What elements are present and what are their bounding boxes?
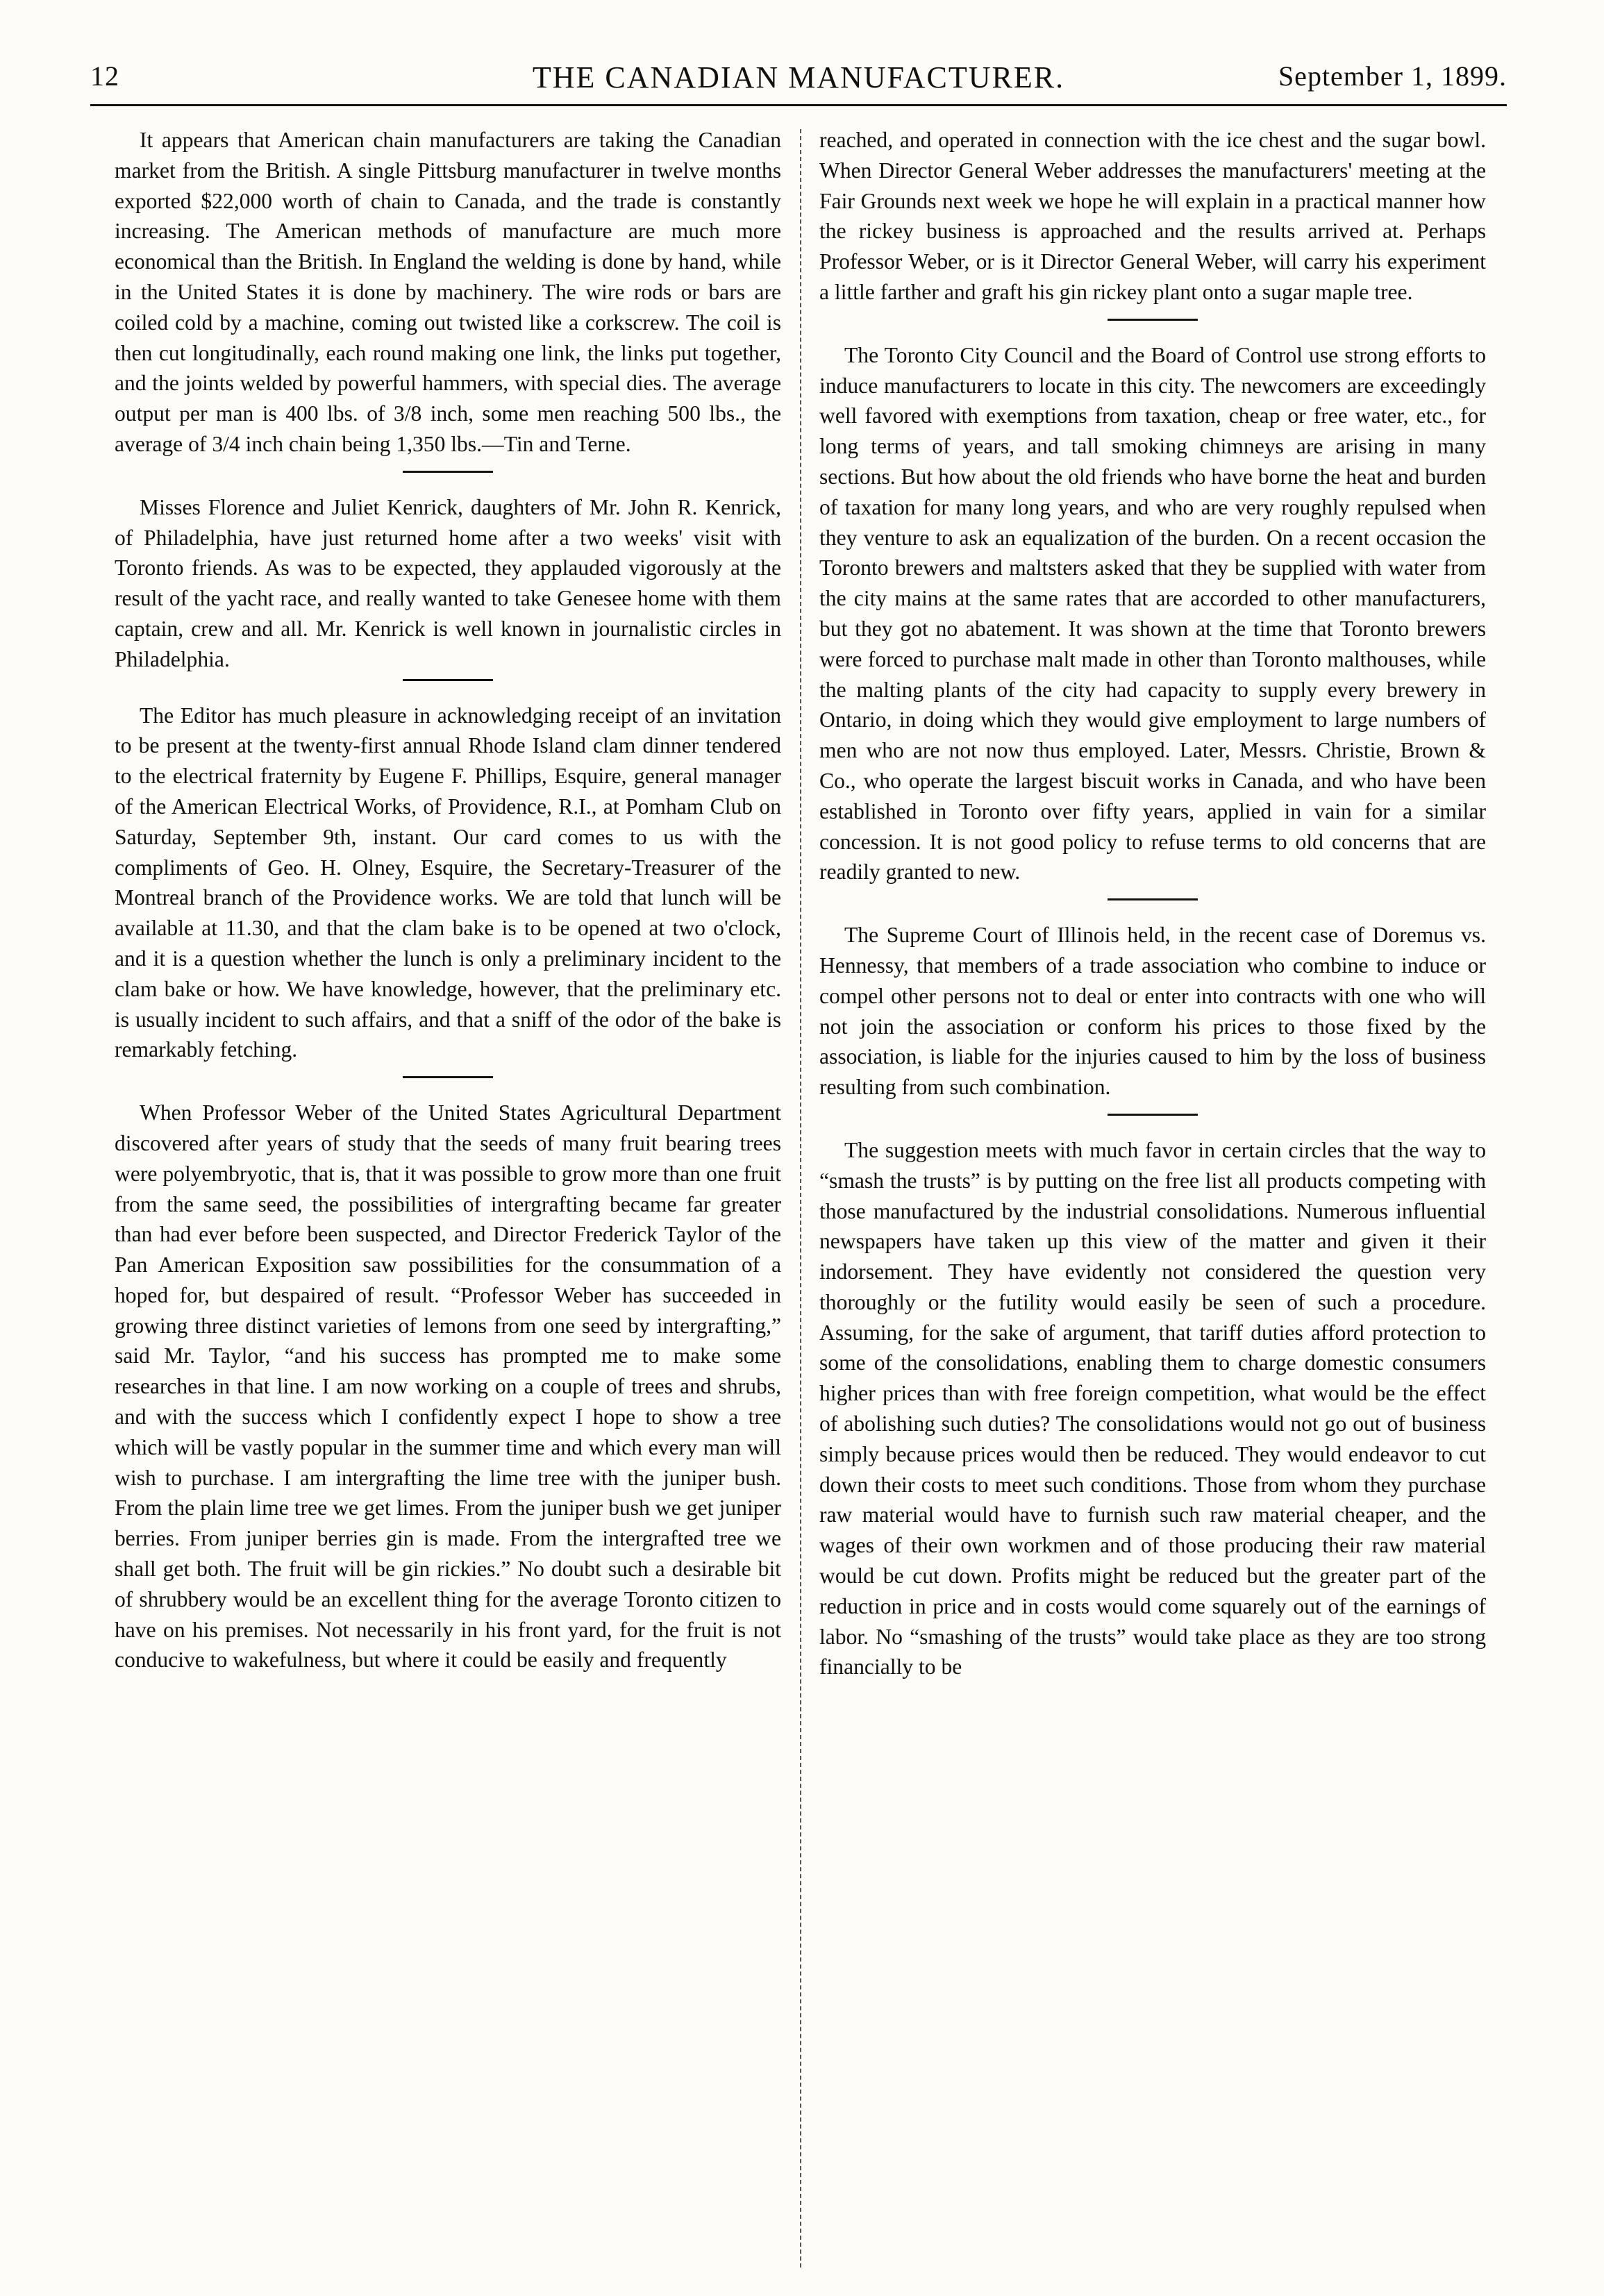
right-column: [819, 125, 1486, 1682]
left-column: [115, 125, 781, 1675]
article-toronto-council: The Toronto City Council and the Board of Control use strong efforts to induce manufacturers to locate in this city. The newcomers are exceedingly well favored with exemptions from taxation, cheap or free water, etc., for long terms of years, and tall smoking chimneys are arising in many sections. But how about the old friends who have borne the heat and burden of taxation for many long years, and who are very roughly repulsed when they venture to ask an equalization of the burden. On a recent occasion the Toronto brewers and maltsters asked that they be supplied with water from the city mains at the same rates that are accorded to other manufacturers, but they got no abatement. It was shown at the time that Toronto brewers were forced to purchase malt made in other than Toronto malthouses, while the malting plants of the city had capacity to supply every brewery in Ontario, in doing which they would give employment to large numbers of men who are not now thus employed. Later, Messrs. Christie, Brown & Co., who operate the largest biscuit works in Canada, and who have been established in Toronto over fifty years, applied in vain for a similar concession. It is not good policy to refuse terms to old concerns that are readily granted to new.: [819, 342, 1486, 885]
issue-date: September 1, 1899.: [1278, 60, 1507, 92]
article-smash-trusts: The suggestion meets with much favor in certain circles that the way to “smash the trusts” is by putting on the free list all products competing with those manufactured by the industrial consolidations. Numerous influential newspapers have taken up this view of the matter and given it their indorsement. They have evidently not considered the question very thoroughly or the futility would easily be seen of such a procedure. Assuming, for the sake of argument, that tariff duties afford protection to some of the consolidations, enabling them to charge domestic consumers higher prices than with free foreign competition, what would be the effect of abolishing such duties? The consolidations would not go out of business simply because prices would then be reduced. They would endeavor to cut down their costs to meet such conditions. Those from whom they purchase raw material would have to furnish such raw material cheaper, and the wages of their own workmen and of those producing their raw material would be cut down. Profits might be reduced but the greater part of the reduction in price and in costs would come squarely out of the earnings of labor. No “smashing of the trusts” would take place as they are too strong financially to be: [819, 1137, 1486, 1679]
article-separator: [1108, 319, 1198, 321]
article-weber-grafting-continued: reached, and operated in connection with the ice chest and the sugar bowl. When Director General Weber addresses the manufacturers' meeting at the Fair Grounds next week we hope he will explain in a practical manner how the rickey business is approached and the results arrived at. Perhaps Professor Weber, or is it Director General Weber, will carry his experiment a little farther and graft his gin rickey plant onto a sugar maple tree.: [819, 128, 1486, 304]
article-separator: [403, 1076, 493, 1078]
header-rule: [90, 104, 1507, 106]
article-illinois-court: The Supreme Court of Illinois held, in the recent case of Doremus vs. Hennessy, that members of a trade association who combine to induce or compel other persons not to deal or enter into contracts with one who will not join the association or conform his prices to those fixed by the association, is liable for the injuries caused to him by the loss of business resulting from such combination.: [819, 923, 1486, 1100]
article-clam-dinner: The Editor has much pleasure in acknowledging receipt of an invitation to be present at the twenty-first annual Rhode Island clam dinner tendered to the electrical fraternity by Eugene F. Phillips, Esquire, general manager of the American Electrical Works, of Providence, R.I., at Pomham Club on Saturday, September 9th, instant. Our card comes to us with the compliments of Geo. H. Olney, Esquire, the Secretary-Treasurer of the Montreal branch of the Providence works. We are told that lunch will be available at 11.30, and that the clam bake is to be opened at two o'clock, and it is a question whether the lunch is only a preliminary incident to the clam bake or how. We have knowledge, however, that the preliminary etc. is usually incident to such affairs, and that a sniff of the odor of the bake is remarkably fetching.: [115, 703, 781, 1062]
column-divider: [800, 129, 801, 2268]
publication-title: THE CANADIAN MANUFACTURER.: [532, 60, 1065, 94]
article-weber-grafting: When Professor Weber of the United States Agricultural Department discovered after years of study that the seeds of many fruit bearing trees were polyembryotic, that is, that it was possible to grow more than one fruit from the same seed, the possibilities of intergrafting became far greater than had ever before been suspected, and Director Frederick Taylor of the Pan American Exposition saw possibilities for the consummation of a hoped for, but despaired of result. “Professor Weber has succeeded in growing three distinct varieties of lemons from one seed by intergrafting,” said Mr. Taylor, “and his success has prompted me to make some researches in that line. I am now working on a couple of trees and shrubs, and with the success which I confidently expect I hope to show a tree which will be vastly popular in the summer time and which every man will wish to purchase. I am intergrafting the lime tree with the juniper bush. From the plain lime tree we get limes. From the juniper bush we get juniper berries. From juniper berries gin is made. From the intergrafted tree we shall get both. The fruit will be gin rickies.” No doubt such a desirable bit of shrubbery would be an excellent thing for the average Toronto citizen to have on his premises. Not necessarily in his front yard, for the fruit is not conducive to wakefulness, but where it could be easily and frequently: [115, 1100, 781, 1673]
page-header: [90, 60, 1507, 101]
page-number: 12: [90, 60, 119, 92]
article-separator: [403, 679, 493, 681]
article-separator: [1108, 1114, 1198, 1116]
article-american-chain: It appears that American chain manufacturers are taking the Canadian market from the British. A single Pittsburg manufacturer in twelve months exported $22,000 worth of chain to Canada, and the trade is constantly increasing. The American methods of manufacture are much more economical than the British. In England the welding is done by hand, while in the United States it is done by machinery. The wire rods or bars are coiled cold by a machine, coming out twisted like a corkscrew. The coil is then cut longitudinally, each round making one link, the links put together, and the joints welded by powerful hammers, with special dies. The average output per man is 400 lbs. of 3/8 inch, some men reaching 500 lbs., the average of 3/4 inch chain being 1,350 lbs.—Tin and Terne.: [115, 128, 781, 456]
article-kenrick-visit: Misses Florence and Juliet Kenrick, daughters of Mr. John R. Kenrick, of Philadelphia, have just returned home after a two weeks' visit with Toronto friends. As was to be expected, they applauded vigorously at the result of the yacht race, and really wanted to take Genesee home with them captain, crew and all. Mr. Kenrick is well known in journalistic circles in Philadelphia.: [115, 494, 781, 671]
article-separator: [403, 471, 493, 473]
article-separator: [1108, 898, 1198, 900]
